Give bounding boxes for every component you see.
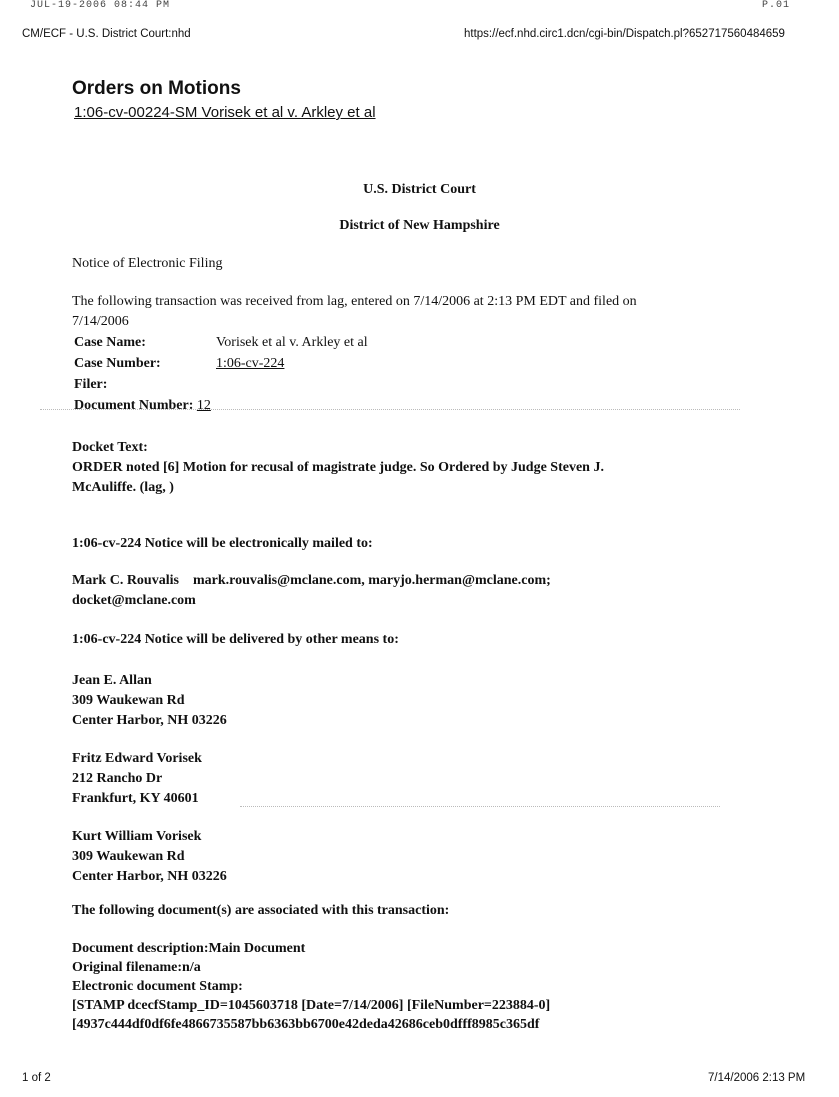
document-info [72, 939, 550, 1034]
filer-label: Filer: [74, 377, 108, 392]
recipient-city: Center Harbor, NH 03226 [72, 713, 227, 728]
case-number-label: Case Number: [74, 356, 161, 371]
electronic-recipient-row [72, 573, 551, 589]
recipient-city: Center Harbor, NH 03226 [72, 869, 227, 884]
stamp-line1: [STAMP dcecfStamp_ID=1045603718 [Date=7/14/2006] [FileNumber=223884-0] [72, 998, 551, 1013]
case-name-row [74, 335, 368, 351]
docket-text-line1: ORDER noted [6] Motion for recusal of magistrate judge. So Ordered by Judge Steven J. [72, 460, 604, 475]
document-number-row [74, 398, 211, 414]
fax-header-right: P.01 [762, 0, 791, 11]
transaction-text-line2: 7/14/2006 [72, 314, 129, 329]
recipient-street: 309 Waukewan Rd [72, 849, 185, 864]
browser-header-title: CM/ECF - U.S. District Court:nhd [22, 28, 191, 40]
document-number-link[interactable]: 12 [196, 398, 211, 413]
electronic-recipient-emails-line2: docket@mclane.com [72, 593, 196, 608]
case-number-link[interactable]: 1:06-cv-224 [216, 356, 285, 371]
recipient-street: 212 Rancho Dr [72, 771, 163, 786]
original-filename: Original filename:n/a [72, 960, 201, 975]
recipient-city: Frankfurt, KY 40601 [72, 791, 199, 806]
page-title: Orders on Motions [72, 78, 241, 99]
docket-text-label: Docket Text: [72, 440, 148, 455]
stamp-label: Electronic document Stamp: [72, 979, 243, 994]
case-number-row [74, 356, 284, 372]
notice-heading: Notice of Electronic Filing [72, 256, 223, 271]
recipient-block [72, 671, 227, 731]
documents-heading: The following document(s) are associated with this transaction: [72, 903, 450, 918]
recipient-name: Fritz Edward Vorisek [72, 751, 202, 766]
stamp-line2: [4937c444df0df6fe4866735587bb6363bb6700e42deda42686ceb0dfff8985c365df [72, 1017, 540, 1032]
footer-timestamp: 7/14/2006 2:13 PM [708, 1072, 806, 1084]
case-name-value: Vorisek et al v. Arkley et al [216, 335, 368, 350]
case-link[interactable]: 1:06-cv-00224-SM Vorisek et al v. Arkley et al [74, 104, 376, 121]
electronic-mail-heading: 1:06-cv-224 Notice will be electronically mailed to: [72, 536, 373, 551]
case-name-label: Case Name: [74, 335, 146, 350]
recipient-name: Kurt William Vorisek [72, 829, 202, 844]
docket-text-line2: McAuliffe. (lag, ) [72, 480, 174, 495]
scan-noise [240, 806, 720, 807]
fax-header-left: JUL-19-2006 08:44 PM [30, 0, 171, 11]
transaction-text-line1: The following transaction was received from lag, entered on 7/14/2006 at 2:13 PM EDT and filed on [72, 294, 637, 309]
other-means-heading: 1:06-cv-224 Notice will be delivered by other means to: [72, 632, 399, 647]
court-district: District of New Hampshire [339, 218, 500, 233]
electronic-recipient-name: Mark C. Rouvalis [72, 573, 179, 588]
recipient-street: 309 Waukewan Rd [72, 693, 185, 708]
browser-header-url: https://ecf.nhd.circ1.dcn/cgi-bin/Dispatch.pl?652717560484659 [464, 28, 785, 40]
filer-row [74, 377, 216, 393]
electronic-recipient-emails: mark.rouvalis@mclane.com, maryjo.herman@mclane.com; [192, 573, 551, 588]
footer-page-count: 1 of 2 [22, 1072, 51, 1084]
court-name: U.S. District Court [363, 182, 476, 197]
recipient-block [72, 749, 202, 809]
document-description: Document description:Main Document [72, 941, 306, 956]
recipient-name: Jean E. Allan [72, 673, 152, 688]
recipient-block [72, 827, 227, 887]
document-number-label: Document Number: [74, 398, 194, 413]
